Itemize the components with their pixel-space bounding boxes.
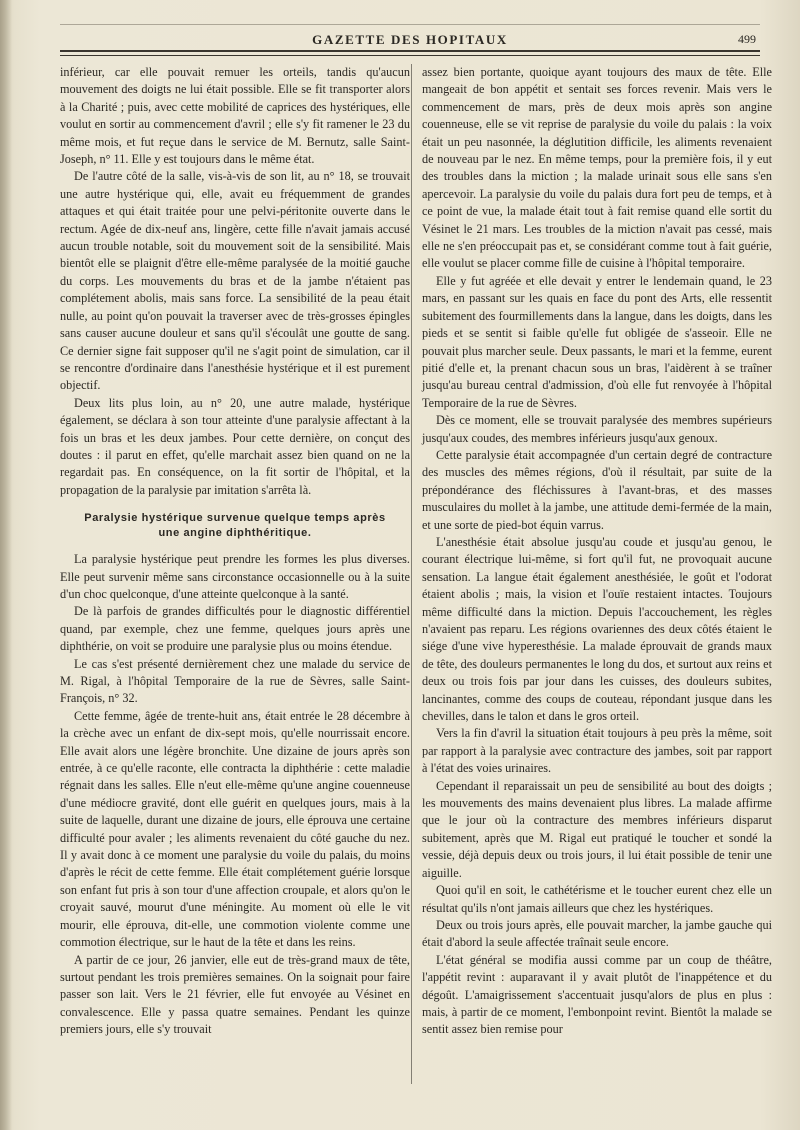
paragraph: De là parfois de grandes difficultés pour le diagnostic différentiel quand, par exemple, chez une femme, quelques jours après une diphthérie, on voit se produire une paralysie plus ou moins étendue. [60, 604, 410, 654]
paragraph: Dès ce moment, elle se trouvait paralysée des membres supérieurs jusqu'aux coudes, des membres inférieurs jusqu'aux genoux. [422, 413, 772, 445]
right-column [422, 64, 772, 1039]
section-heading-line: Paralysie hystérique survenue quelque temps après [84, 512, 386, 525]
section-heading-line: une angine diphthéritique. [158, 527, 312, 540]
paragraph: inférieur, car elle pouvait remuer les orteils, tandis qu'aucun mouvement des doigts ne lui était possible. Elle se fit transporter alors à la Charité ; puis, avec cette mobilité de caprices des hystériques, elle voulut en sortir au commencement d'avril ; elle s'y fit ramener le 23 du même mois, et fut reçue dans le service de M. Bernutz, salle Saint-Joseph, n° 11. Elle y est toujours dans le même état. [60, 65, 410, 167]
paragraph: Deux ou trois jours après, elle pouvait marcher, la jambe gauche qui était d'abord la seule affectée traînait seule encore. [422, 917, 772, 950]
section-heading [60, 511, 410, 541]
paragraph: Quoi qu'il en soit, le cathétérisme et le toucher eurent chez elle un résultat qu'ils n'ont jamais ailleurs que chez les hystériques. [422, 883, 772, 915]
paragraph: A partir de ce jour, 26 janvier, elle eut de très-grand maux de tête, surtout pendant les trois premières semaines. On la soignait pour faire passer son lait. Vers le 21 février, elle fut envoyée au Vésinet en convalescence. Elle y passa quatre semaines. Pendant les quinze premiers jours, elle s'y trouvait [60, 952, 410, 1037]
header-rule-thin [60, 55, 760, 56]
paragraph: Elle y fut agréée et elle devait y entrer le lendemain quand, le 23 mars, en passant sur les quais en face du pont des Arts, elle ressentit subitement des fourmillements dans la langue, dans les doigts, dans les pieds et se sentit si faible qu'elle fut obligée de s'asseoir. Elle ne pouvait plus marcher seule. Deux passants, le mari et la femme, eurent pitié d'elle et, la prenant chacun sous un bras, l'aidèrent à se traîner jusqu'au bureau central d'admission, d'où elle fut renvoyée à l'hôpital Temporaire de la rue de Sèvres. [422, 273, 772, 410]
binding-shadow [0, 0, 12, 1130]
top-rule [60, 24, 760, 25]
paragraph: L'anesthésie était absolue jusqu'au coude et jusqu'au genou, le courant électrique lui-même, si fort qu'il fut, ne provoquait aucune sensation. La langue était également anesthésiée, le goût et l'odorat étaient abolis ; mais, la vision et l'ouïe restaient intactes. Toujours même difficulté dans la miction. Depuis l'accouchement, les règles n'avaient pas reparu. Les régions ovariennes des deux côtés étaient le siége d'une vive hyperesthésie. La malade éprouvait de grands maux de tête, des douleurs permanentes le long du dos, et surtout aux reins et deux ou trois fois par jour dans les cuisses, des douleurs subites, lancinantes, comme des coups de couteau, répondant jusque dans les chevilles, dans le talon et dans le gros orteil. [422, 534, 772, 724]
column-divider [411, 64, 412, 1084]
paragraph: L'état général se modifia aussi comme par un coup de théâtre, l'appétit revint : auparavant il y avait plutôt de l'inappétence et du dégoût. L'amaigrissement s'accentuait jusqu'alors de plus en plus : mais, à partir de ce moment, l'embonpoint revint. Bientôt la malade se sentit assez bien remise pour [422, 952, 772, 1037]
paragraph: Le cas s'est présenté dernièrement chez une malade du service de M. Rigal, à l'hôpital Temporaire de la rue de Sèvres, salle Saint-François, n° 32. [60, 656, 410, 706]
paragraph: assez bien portante, quoique ayant toujours des maux de tête. Elle mangeait de bon appétit et sentait ses forces revenir. Mais vers le commencement de mars, près de deux mois après son angine couenneuse, elle se vit reprise de paralysie du voile du palais : la voix était un peu nasonnée, la déglutition difficile, les aliments revenaient de nouveau par le nez. En même temps, pour la première fois, il y eut des troubles dans la miction ; la malade urinait sous elle sans s'en apercevoir. La paralysie du voile du palais dura fort peu de temps, et à ce point de vue, la malade était tout à fait remise quand elle sortit du Vésinet le 21 mars. Les troubles de la miction n'avait pas cessé, mais elle ne s'en préoccupait pas et, se considérant comme tout à fait guérie, elle voulut se placer comme fille de cuisine à l'hôpital temporaire. [422, 65, 772, 271]
paragraph: De l'autre côté de la salle, vis-à-vis de son lit, au n° 18, se trouvait une autre hystérique qui, elle, avait eu fréquemment de grandes attaques et qui était traitée pour une pelvi-péritonite ouverte dans le rectum. Agée de dix-neuf ans, lingère, cette fille n'avait jamais accusé aucun trouble notable, soit du mouvement soit de la sensibilité. Mais bientôt elle se plaignit d'être elle-même paralysée de la moitié gauche du corps. Les mouvements du bras et de la jambe n'étaient pas complétement abolis, mais sans force. La sensibilité de la peau était nulle, au point qu'on pouvait la traverser avec de très-grosses épingles sans causer aucune douleur et sans qu'il s'écoulât une goutte de sang. Ce dernier signe fait supposer qu'il ne s'agit point de simulation, car il se rencontre d'ordinaire dans l'anesthésie hystérique et il est purement objectif. [60, 169, 410, 393]
paragraph: La paralysie hystérique peut prendre les formes les plus diverses. Elle peut survenir même sans circonstance occasionnelle ou à la suite d'un choc quelconque, d'une atteinte quelconque à la santé. [60, 552, 410, 601]
page-number: 499 [738, 32, 756, 46]
paragraph: Deux lits plus loin, au n° 20, une autre malade, hystérique également, se déclara à son tour atteinte d'une paralysie affectant à la fois un bras et les deux jambes. Pour cette dernière, on conçut des doutes : il parut en effet, qu'elle marchait assez bien quand on ne la regardait pas. En conséquence, on la fit sortir de l'hôpital, et la propagation de la paralysie par imitation s'arrêta là. [60, 395, 410, 497]
paragraph: Vers la fin d'avril la situation était toujours à peu près la même, soit par rapport à la paralysie avec contracture des jambes, soit par rapport à l'état des voies urinaires. [422, 726, 772, 776]
header-rule-thick [60, 50, 760, 52]
left-column [60, 64, 410, 1039]
publication-title: GAZETTE DES HOPITAUX [312, 32, 508, 47]
paragraph: Cette femme, âgée de trente-huit ans, était entrée le 28 décembre à la crèche avec un enfant de dix-sept mois, qu'elle nourrissait encore. Elle avait alors une légère bronchite. Une dizaine de jours après son entrée, à ce qu'elle raconte, elle contracta la diphthérie : cette maladie régnait dans les salles. Elle n'eut elle-même qu'une angine couenneuse d'une médiocre gravité, dont elle guérit en quelques jours, mais à la suite de laquelle, durant une dizaine de jours, elle éprouva une certaine difficulté pour avaler ; les aliments revenaient du côté gauche du nez. Il y avait donc à ce moment une paralysie du voile du palais, du moins d'après le récit de cette femme. Elle était complétement guérie lorsque son enfant fut pris à son tour d'une affection croupale, et alors qu'on le croyait sauvé, mourut d'une méningite. Au moment où elle le vit mourir, elle éprouva, dit-elle, une commotion violente comme une commotion électrique, sur le haut de la tête et dans les reins. [60, 708, 410, 950]
paragraph: Cependant il reparaissait un peu de sensibilité au bout des doigts ; les mouvements des mains devenaient plus libres. La malade affirme que le jour où la contracture des membres inférieurs disparut subitement, après que M. Rigal eut pratiqué le toucher et sondé la vessie, déjà depuis deux ou trois jours, il lui était possible de tenir une aiguille. [422, 778, 772, 880]
paragraph: Cette paralysie était accompagnée d'un certain degré de contracture des muscles des mêmes régions, d'où il résultait, par suite de la prépondérance des fléchissures à l'avant-bras, et des masses musculaires du mollet à la jambe, une attitude demi-fermée de la main, et une sorte de pied-bot équin varrus. [422, 447, 772, 532]
